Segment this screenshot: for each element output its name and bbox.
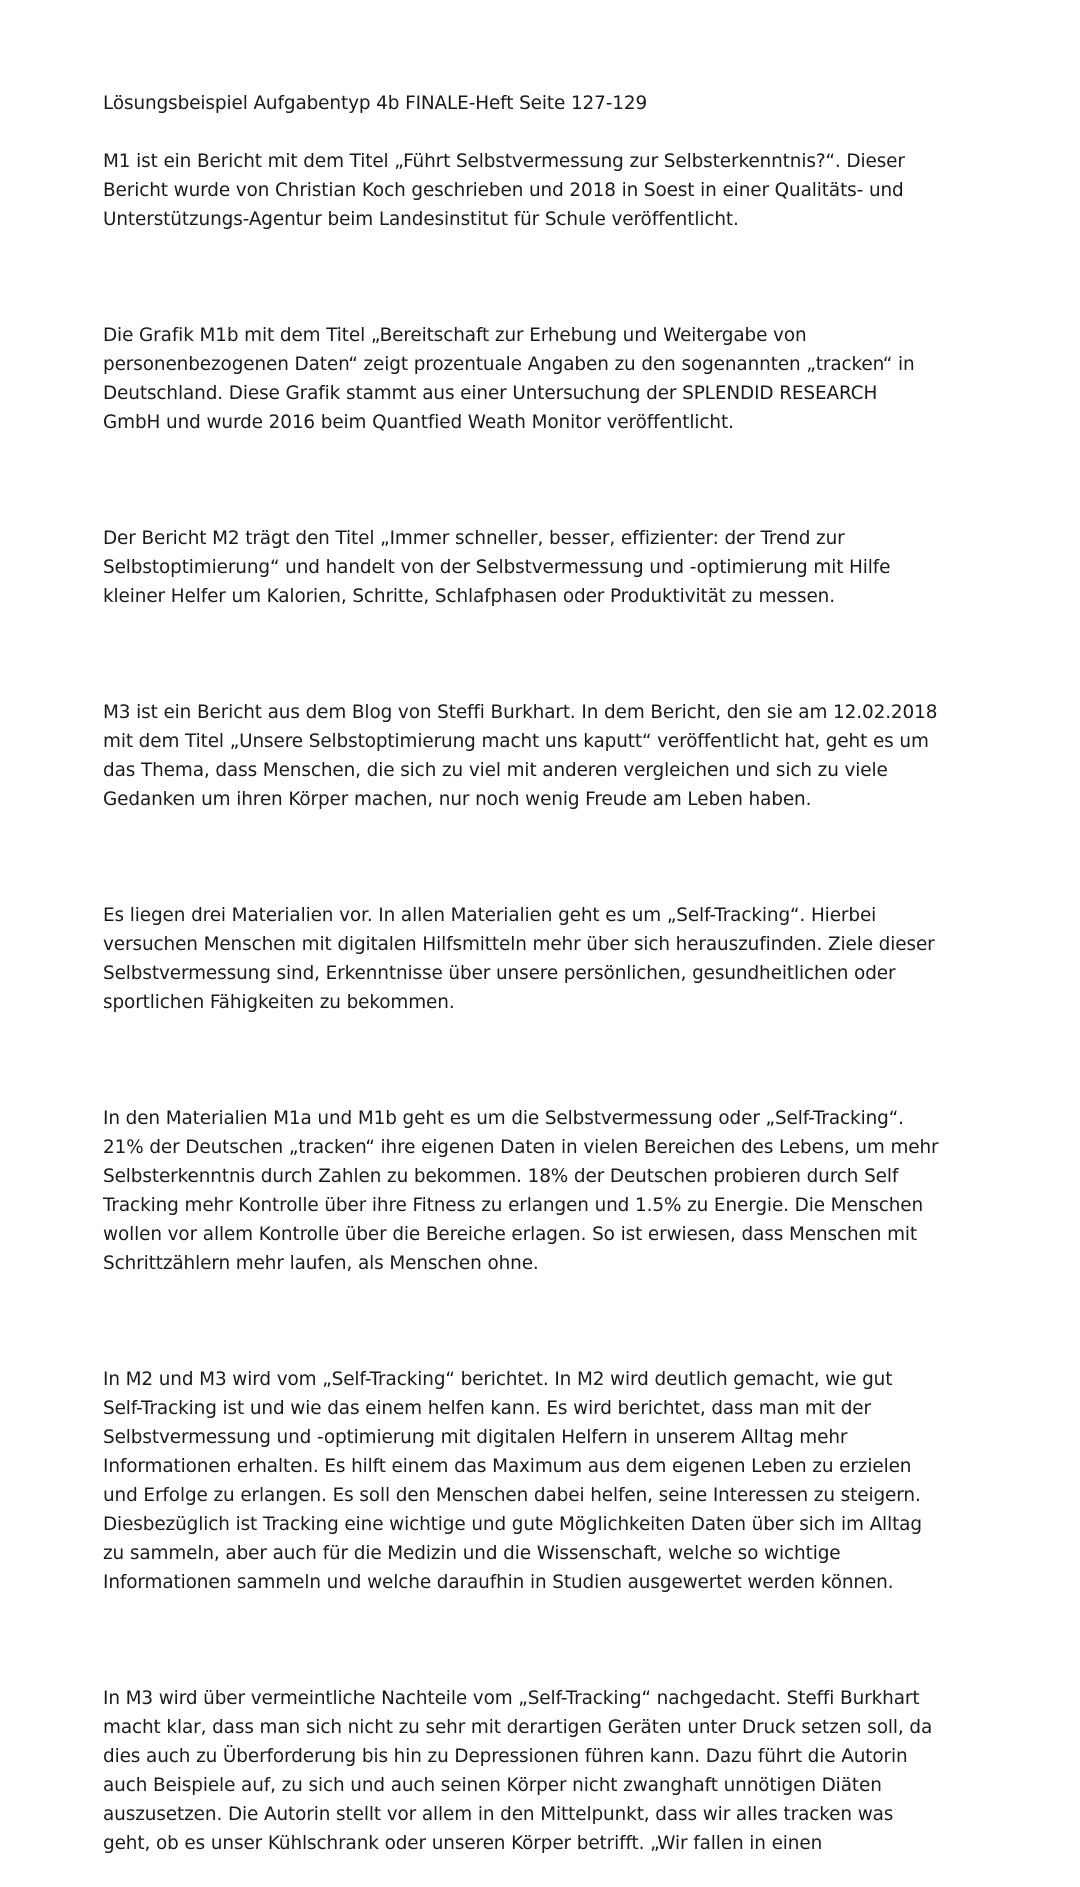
- paragraph-spacer: [103, 466, 1003, 495]
- paragraph-spacer: [103, 263, 1003, 292]
- paragraph-m1a-m1b: In den Materialien M1a und M1b geht es um die Selbstvermessung oder „Self-Tracking“. 21% der Deutschen „tracken“ ihre eigenen Daten in vielen Bereichen des Lebens, um mehr Selbsterkenntnis durch Zahlen zu bekommen. 18% der Deutschen probieren durch Self Tracking mehr Kontrolle über ihre Fitness zu erlangen und 1.5% zu Energie. Die Menschen wollen vor allem Kontrolle über die Bereiche erlagen. So ist erwiesen, dass Menschen mit Schrittzählern mehr laufen, als Menschen ohne.: [103, 1108, 939, 1274]
- document-page: [103, 60, 1003, 1887]
- document-title: Lösungsbeispiel Aufgabentyp 4b FINALE-Heft Seite 127-129: [103, 93, 648, 114]
- paragraph-spacer: [103, 1046, 1003, 1075]
- paragraph-m2: Der Bericht M2 trägt den Titel „Immer schneller, besser, effizienter: der Trend zur Selbstoptimierung“ und handelt von der Selbstvermessung und -optimierung mit Hilfe kleiner Helfer um Kalorien, Schritte, Schlafphasen oder Produktivität zu messen.: [103, 528, 891, 607]
- paragraph-m1: M1 ist ein Bericht mit dem Titel „Führt Selbstvermessung zur Selbsterkenntnis?“. Dieser Bericht wurde von Christian Koch geschrieben und 2018 in Soest in einer Qualitäts- und Unterstützungs-Agentur beim Landesinstitut für Schule veröffentlicht.: [103, 151, 905, 230]
- paragraph-overview: Es liegen drei Materialien vor. In allen Materialien geht es um „Self-Tracking“. Hierbei versuchen Menschen mit digitalen Hilfsmitteln mehr über sich herauszufinden. Ziele dieser Selbstvermessung sind, Erkenntnisse über unsere persönlichen, gesundheitlichen oder sportlichen Fähigkeiten zu bekommen.: [103, 905, 935, 1013]
- paragraph-m3: M3 ist ein Bericht aus dem Blog von Steffi Burkhart. In dem Bericht, den sie am 12.02.2018 mit dem Titel „Unsere Selbstoptimierung macht uns kaputt“ veröffentlicht hat, geht es um das Thema, dass Menschen, die sich zu viel mit anderen vergleichen und sich zu viele Gedanken um ihren Körper machen, nur noch wenig Freude am Leben haben.: [103, 702, 938, 810]
- paragraph-spacer: [103, 1307, 1003, 1336]
- paragraph-spacer: [103, 843, 1003, 872]
- paragraph-m1b-grafik: Die Grafik M1b mit dem Titel „Bereitschaft zur Erhebung und Weitergabe von personenbezogenen Daten“ zeigt prozentuale Angaben zu den sogenannten „tracken“ in Deutschland. Diese Grafik stammt aus einer Untersuchung der SPLENDID RESEARCH GmbH und wurde 2016 beim Quantfied Weath Monitor veröffentlicht.: [103, 325, 915, 433]
- paragraph-spacer: [103, 1626, 1003, 1655]
- paragraph-m3-nachteile: In M3 wird über vermeintliche Nachteile vom „Self-Tracking“ nachgedacht. Steffi Burkhart macht klar, dass man sich nicht zu sehr mit derartigen Geräten unter Druck setzen soll, da dies auch zu Überforderung bis hin zu Depressionen führen kann. Dazu führt die Autorin auch Beispiele auf, zu sich und auch seinen Körper nicht zwanghaft unnötigen Diäten auszusetzen. Die Autorin stellt vor allem in den Mittelpunkt, dass wir alles tracken was geht, ob es unser Kühlschrank oder unseren Körper betrifft. „Wir fallen in einen: [103, 1688, 933, 1854]
- paragraph-spacer: [103, 640, 1003, 669]
- paragraph-m2-m3: In M2 und M3 wird vom „Self-Tracking“ berichtet. In M2 wird deutlich gemacht, wie gut Self-Tracking ist und wie das einem helfen kann. Es wird berichtet, dass man mit der Selbstvermessung und -optimierung mit digitalen Helfern in unserem Alltag mehr Informationen erhalten. Es hilft einem das Maximum aus dem eigenen Leben zu erzielen und Erfolge zu erlangen. Es soll den Menschen dabei helfen, seine Interessen zu steigern. Diesbezüglich ist Tracking eine wichtige und gute Möglichkeiten Daten über sich im Alltag zu sammeln, aber auch für die Medizin und die Wissenschaft, welche so wichtige Informationen sammeln und welche daraufhin in Studien ausgewertet werden können.: [103, 1369, 922, 1593]
